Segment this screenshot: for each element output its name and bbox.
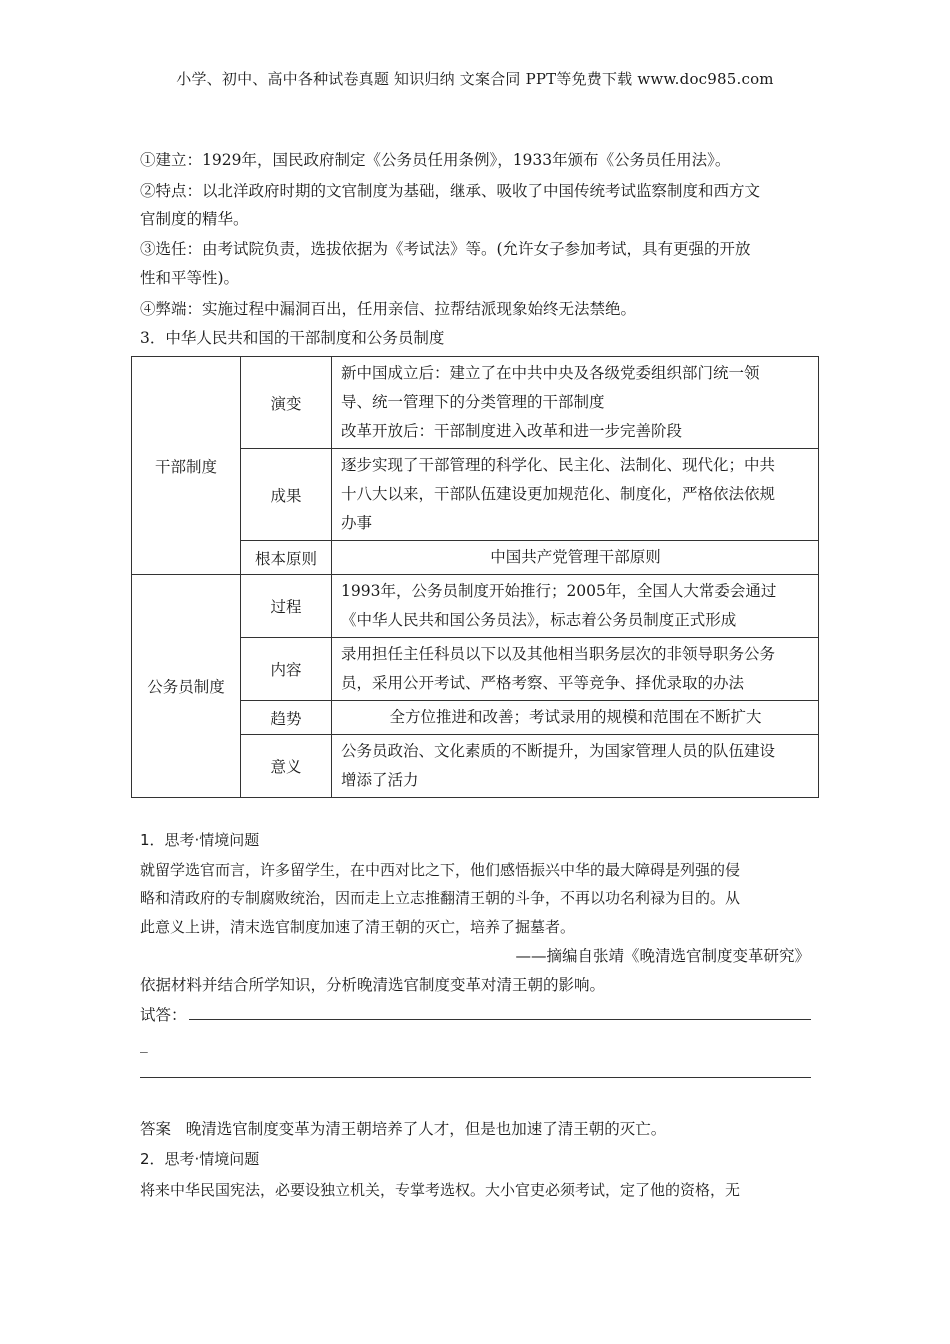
- section2-item-features-cont: 官制度的精华。: [140, 210, 249, 228]
- section2-item-selection-cont: 性和平等性)。: [140, 269, 240, 287]
- row-key: 意义: [241, 735, 332, 798]
- question-1-source: ——摘编自张靖《晚清选官制度变革研究》: [515, 947, 810, 965]
- section2-item-features: ②特点：以北洋政府时期的文官制度为基础，继承、吸收了中国传统考试监察制度和西方文: [140, 182, 761, 200]
- question-1-material: 略和清政府的专制腐败统治，因而走上立志推翻清王朝的斗争，不再以功名利禄为目的。从: [140, 889, 741, 907]
- answer-key: [140, 1115, 820, 1143]
- question-2-title: 2．思考·情境问题: [140, 1150, 260, 1168]
- row-key: 内容: [241, 638, 332, 701]
- answer-blank-line[interactable]: [140, 1077, 811, 1078]
- row-value: 录用担任主任科员以下以及其他相当职务层次的非领导职务公务 员，采用公开考试、严格考察、平等竞争、择优录取的办法: [332, 638, 819, 701]
- answer-key-label: 答案: [140, 1120, 172, 1138]
- row-key: 趋势: [241, 701, 332, 735]
- row-value: 新中国成立后：建立了在中共中央及各级党委组织部门统一领 导、统一管理下的分类管理的干部制度 改革开放后：干部制度进入改革和进一步完善阶段: [332, 357, 819, 449]
- row-value: 全方位推进和改善；考试录用的规模和范围在不断扩大: [332, 701, 819, 735]
- question-2-material: 将来中华民国宪法，必要设独立机关，专掌考选权。大小官吏必须考试，定了他的资格，无: [140, 1181, 741, 1199]
- row-header-civil: 公务员制度: [132, 575, 241, 798]
- row-value: 中国共产党管理干部原则: [332, 541, 819, 575]
- section2-item-selection: ③选任：由考试院负责，选拔依据为《考试法》等。(允许女子参加考试，具有更强的开放: [140, 240, 751, 258]
- system-table: [131, 356, 819, 798]
- question-1-title: 1．思考·情境问题: [140, 831, 260, 849]
- answer-label: 试答：: [140, 1006, 187, 1024]
- table-row: [132, 575, 819, 638]
- answer-dash: _: [140, 1035, 148, 1053]
- row-key: 根本原则: [241, 541, 332, 575]
- section2-item-establish: ①建立：1929年，国民政府制定《公务员任用条例》，1933年颁布《公务员任用法》。: [140, 151, 731, 169]
- page-header: 小学、初中、高中各种试卷真题 知识归纳 文案合同 PPT等免费下载 www.doc985.com: [176, 70, 774, 88]
- section2-item-drawbacks: ④弊端：实施过程中漏洞百出，任用亲信、拉帮结派现象始终无法禁绝。: [140, 300, 637, 318]
- question-1-material: 就留学选官而言，许多留学生，在中西对比之下，他们感悟振兴中华的最大障碍是列强的侵: [140, 861, 741, 879]
- answer-key-text: 晚清选官制度变革为清王朝培养了人才，但是也加速了清王朝的灭亡。: [185, 1120, 667, 1138]
- row-value: 公务员政治、文化素质的不断提升，为国家管理人员的队伍建设 增添了活力: [332, 735, 819, 798]
- question-1-prompt: 依据材料并结合所学知识，分析晚清选官制度变革对清王朝的影响。: [140, 976, 606, 994]
- row-key: 成果: [241, 449, 332, 541]
- table-row: [132, 357, 819, 449]
- row-key: 演变: [241, 357, 332, 449]
- row-value: 1993年，公务员制度开始推行；2005年，全国人大常委会通过 《中华人民共和国公务员法》，标志着公务员制度正式形成: [332, 575, 819, 638]
- row-header-cadre: 干部制度: [132, 357, 241, 575]
- answer-blank-line[interactable]: [189, 1019, 811, 1020]
- row-value: 逐步实现了干部管理的科学化、民主化、法制化、现代化；中共 十八大以来，干部队伍建设更加规范化、制度化，严格依法依规 办事: [332, 449, 819, 541]
- row-key: 过程: [241, 575, 332, 638]
- question-1-material: 此意义上讲，清末选官制度加速了清王朝的灭亡，培养了掘墓者。: [140, 918, 576, 936]
- section3-title: 3．中华人民共和国的干部制度和公务员制度: [140, 329, 445, 347]
